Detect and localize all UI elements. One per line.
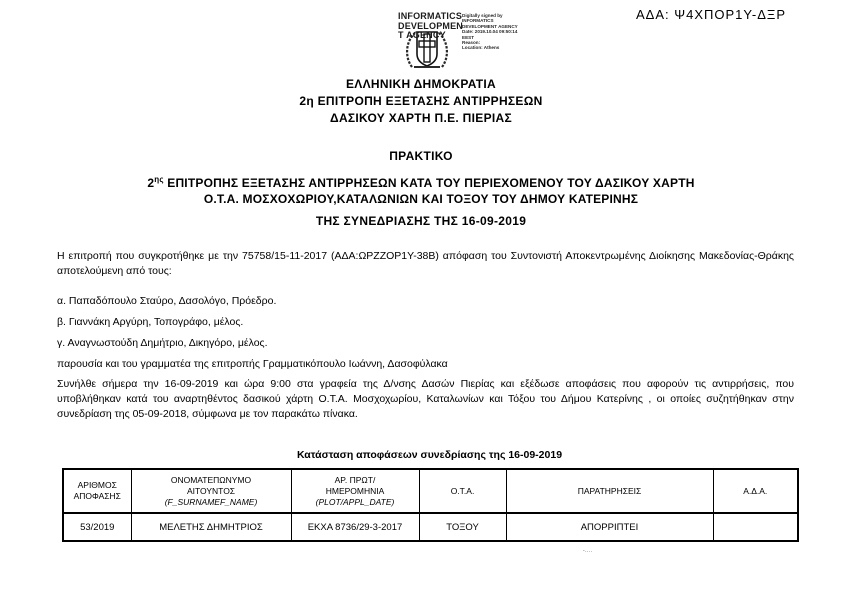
header-line: ΑΙΤΟΥΝΤΟΣ — [186, 485, 236, 496]
signature-detail-line: Digitally signed by — [462, 13, 503, 18]
member-item-c: γ. Αναγνωστούδη Δημήτριο, Δικηγόρο, μέλος. — [57, 337, 268, 349]
signature-detail-line: Date: 2019.10.04 09:50:14 — [462, 29, 518, 35]
table-caption: Κατάσταση αποφάσεων συνεδρίασης της 16-09-2019 — [296, 449, 563, 461]
cell-decision-number: 53/2019 — [63, 513, 131, 541]
document-subtitle — [0, 172, 842, 207]
stamp-agency-line: T AGENCY — [398, 30, 446, 40]
signature-detail-line: Reason: — [462, 40, 481, 46]
table-row — [63, 513, 798, 541]
header-line: ΟΝΟΜΑΤΕΠΩΝΥΜΟ — [170, 474, 252, 485]
cell-applicant-name: ΜΕΛΕΤΗΣ ΔΗΜΗΤΡΙΟΣ — [131, 513, 291, 541]
table-header-row — [63, 469, 798, 513]
session-date-line: ΤΗΣ ΣΥΝΕΔΡΙΑΣΗΣ ΤΗΣ 16-09-2019 — [315, 214, 527, 228]
document-body — [57, 249, 794, 422]
signature-detail-line: DEVELOPMENT AGENCY — [462, 23, 518, 29]
col-header-applicant-name — [131, 469, 291, 513]
header-line: ΠΑΡΑΤΗΡΗΣΕΙΣ — [577, 485, 642, 496]
digital-signature-stamp — [396, 11, 536, 73]
decisions-table-container — [62, 468, 797, 542]
gov-header-line-committee: 2η ΕΠΙΤΡΟΠΗ ΕΞΕΤΑΣΗΣ ΑΝΤΙΡΡΗΣΕΩΝ — [299, 94, 543, 108]
col-header-ota — [419, 469, 506, 513]
header-line: ΑΡΙΘΜΟΣ — [77, 480, 117, 490]
subtitle-text: ΕΠΙΤΡΟΠΗΣ ΕΞΕΤΑΣΗΣ ΑΝΤΙΡΡΗΣΕΩΝ ΚΑΤΑ ΤΟΥ ΠΕΡΙΕΧΟΜΕΝΟΥ ΤΟΥ ΔΑΣΙΚΟΥ ΧΑΡΤΗ — [163, 176, 695, 190]
signature-details — [462, 13, 518, 51]
cell-protocol-date: ΕΚΧΑ 8736/29-3-2017 — [291, 513, 419, 541]
member-item-a: α. Παπαδόπουλο Σταύρο, Δασολόγο, Πρόεδρο. — [57, 295, 277, 307]
footer-page-mark: -.... — [583, 548, 593, 554]
cell-ota: ΤΟΞΟΥ — [419, 513, 506, 541]
stamp-agency-line: INFORMATICS — [398, 11, 463, 21]
paragraph-session-summary: Συνήλθε σήμερα την 16-09-2019 και ώρα 9:00 στα γραφεία της Δ/νσης Δασών Πιερίας και εξέδωσε αποφάσεις που αφορούν τις αντιρρήσεις, που υποβλήθηκαν κατά του αναρτηθέντος δασικού χάρτη Ο.Τ.Α. Μοσχοχωρίου, Καταλωνίων και Τόξου του Δήμου Κατερίνης , οι οποίες συζητήθηκαν στην συνεδρίαση της 05-09-2018, σύμφωνα με τον παρακάτω πίνακα. — [57, 378, 794, 420]
gov-header-line-republic: ΕΛΛΗΝΙΚΗ ΔΗΜΟΚΡΑΤΙΑ — [346, 77, 496, 91]
header-line: (PLOT/APPL_DATE) — [315, 496, 395, 507]
col-header-decision-number — [63, 469, 131, 513]
header-line: Α.Δ.Α. — [743, 485, 768, 496]
decisions-table — [62, 468, 799, 542]
stamp-agency-name — [398, 12, 463, 41]
gov-header-line-region: ΔΑΣΙΚΟΥ ΧΑΡΤΗ Π.Ε. ΠΙΕΡΙΑΣ — [330, 111, 512, 125]
subtitle-line-2: Ο.Τ.Α. ΜΟΣΧΟΧΩΡΙΟΥ,ΚΑΤΑΛΩΝΙΩΝ ΚΑΙ ΤΟΞΟΥ ΤΟΥ ΔΗΜΟΥ ΚΑΤΕΡΙΝΗΣ — [203, 192, 639, 206]
subtitle-line-1 — [0, 172, 842, 191]
signature-detail-line: EEST — [462, 34, 474, 40]
stamp-agency-line: DEVELOPMEN — [398, 20, 464, 31]
government-header — [0, 76, 842, 127]
signature-detail-line: INFORMATICS — [462, 18, 494, 24]
col-header-protocol-date — [291, 469, 419, 513]
paragraph-committee-formation: Η επιτροπή που συγκροτήθηκε με την 75758/15-11-2017 (ΑΔΑ:ΩΡΖΖΟΡ1Υ-38Β) απόφαση του Συντονιστή Αποκεντρωμένης Διοίκησης Μακεδονίας-Θράκης αποτελούμενη από τους: — [57, 250, 794, 277]
cell-remarks: ΑΠΟΡΡΙΠΤΕΙ — [506, 513, 713, 541]
ada-code: ΑΔΑ: Ψ4ΧΠΟΡ1Υ-ΔΞΡ — [636, 7, 787, 22]
cell-ada — [713, 513, 798, 541]
document-title: ΠΡΑΚΤΙΚΟ — [389, 149, 453, 163]
header-line: ΗΜΕΡΟΜΗΝΙΑ — [325, 485, 385, 496]
signature-detail-line: Location: Athens — [462, 45, 500, 51]
secretary-line: παρουσία και του γραμματέα της επιτροπής Γραμματικόπουλο Ιωάννη, Δασοφύλακα — [57, 358, 448, 370]
header-line: ΑΠΟΦΑΣΗΣ — [73, 491, 121, 501]
subtitle-ordinal: ης — [154, 175, 164, 184]
header-line: (F_SURNAMEF_NAME) — [164, 496, 258, 507]
col-header-remarks — [506, 469, 713, 513]
subtitle-number: 2 — [147, 176, 155, 190]
header-line: Ο.Τ.Α. — [450, 485, 475, 496]
header-line: ΑΡ. ΠΡΩΤ/ — [334, 474, 376, 485]
member-item-b: β. Γιαννάκη Αργύρη, Τοπογράφο, μέλος. — [57, 316, 244, 328]
col-header-ada — [713, 469, 798, 513]
